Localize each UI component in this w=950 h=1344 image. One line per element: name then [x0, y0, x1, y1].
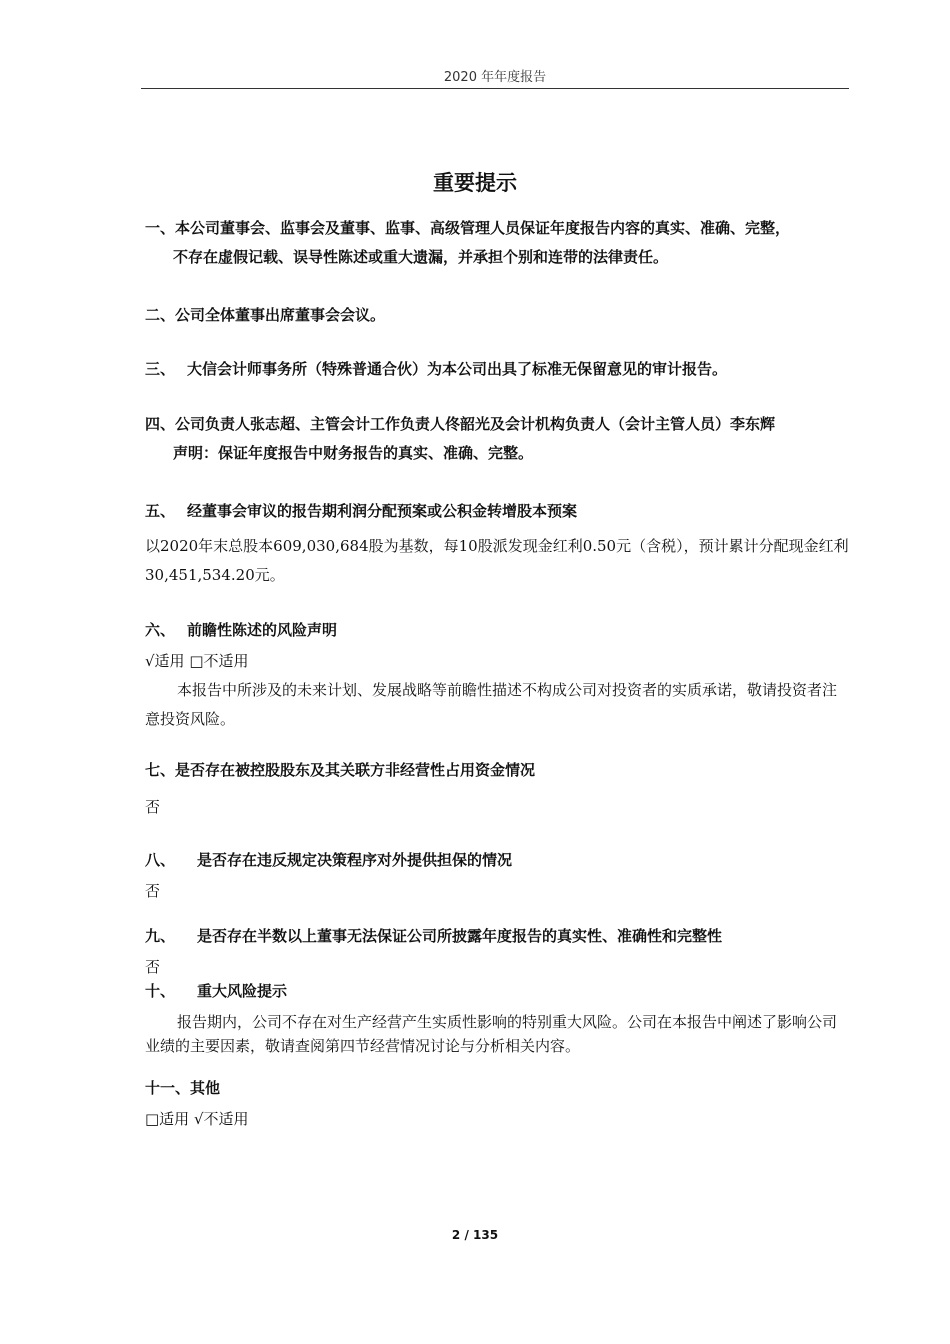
section-2-text: 公司全体董事出席董事会会议。 [175, 306, 386, 324]
section-4-line2: 声明：保证年度报告中财务报告的真实、准确、完整。 [173, 444, 534, 462]
section-5-heading: 经董事会审议的报告期利润分配预案或公积金转增股本预案 [187, 502, 578, 520]
section-11-heading: 其他 [190, 1079, 221, 1097]
section-9 [145, 922, 851, 982]
section-1-line1: 本公司董事会、监事会及董事、监事、高级管理人员保证年度报告内容的真实、准确、完整， [175, 219, 791, 237]
section-7-answer: 否 [145, 798, 161, 816]
section-5-number: 五、 [145, 502, 176, 520]
section-1 [145, 214, 851, 272]
section-6-heading: 前瞻性陈述的风险声明 [187, 621, 338, 639]
section-8-answer: 否 [145, 882, 161, 900]
section-7-number: 七、 [145, 761, 176, 779]
section-2 [145, 301, 851, 330]
section-2-number: 二、 [145, 306, 176, 324]
section-8 [145, 846, 851, 906]
section-7 [145, 756, 851, 822]
section-9-heading: 是否存在半数以上董事无法保证公司所披露年度报告的真实性、准确性和完整性 [197, 927, 723, 945]
section-10 [145, 977, 851, 1058]
section-8-heading: 是否存在违反规定决策程序对外提供担保的情况 [197, 851, 513, 869]
section-5 [145, 497, 851, 590]
section-9-answer: 否 [145, 958, 161, 976]
section-6-number: 六、 [145, 621, 176, 639]
section-1-line2: 不存在虚假记载、误导性陈述或重大遗漏，并承担个别和连带的法律责任。 [173, 248, 669, 266]
page-title: 重要提示 [433, 171, 517, 195]
section-7-heading: 是否存在被控股股东及其关联方非经营性占用资金情况 [175, 761, 536, 779]
section-4-number: 四、 [145, 415, 176, 433]
section-3-number: 三、 [145, 360, 176, 378]
section-11-options: □适用 √不适用 [145, 1110, 249, 1128]
section-1-number: 一、 [145, 219, 176, 237]
section-6 [145, 616, 851, 734]
section-3 [145, 355, 851, 384]
section-4-line1: 公司负责人张志超、主管会计工作负责人佟韶光及会计机构负责人（会计主管人员）李东辉 [175, 415, 776, 433]
section-11-number: 十一、 [145, 1079, 191, 1097]
section-10-number: 十、 [145, 982, 176, 1000]
section-10-body: 报告期内，公司不存在对生产经营产生实质性影响的特别重大风险。公司在本报告中阐述了影响公司业绩的主要因素，敬请查阅第四节经营情况讨论与分析相关内容。 [145, 1013, 838, 1055]
section-11 [145, 1074, 851, 1134]
section-6-options: √适用 □不适用 [145, 652, 249, 670]
section-3-text: 大信会计师事务所（特殊普通合伙）为本公司出具了标准无保留意见的审计报告。 [187, 360, 728, 378]
page-header: 2020 年年度报告 [443, 70, 547, 85]
section-5-body: 以2020年末总股本609,030,684股为基数，每10股派发现金红利0.50元（含税），预计累计分配现金红利30,451,534.20元。 [145, 537, 849, 584]
section-9-number: 九、 [145, 927, 176, 945]
section-10-heading: 重大风险提示 [197, 982, 288, 1000]
header-divider [141, 88, 849, 89]
section-4 [145, 410, 851, 468]
page-number: 2 / 135 [451, 1228, 499, 1242]
section-6-body: 本报告中所涉及的未来计划、发展战略等前瞻性描述不构成公司对投资者的实质承诺，敬请投资者注意投资风险。 [145, 681, 838, 728]
section-8-number: 八、 [145, 851, 176, 869]
